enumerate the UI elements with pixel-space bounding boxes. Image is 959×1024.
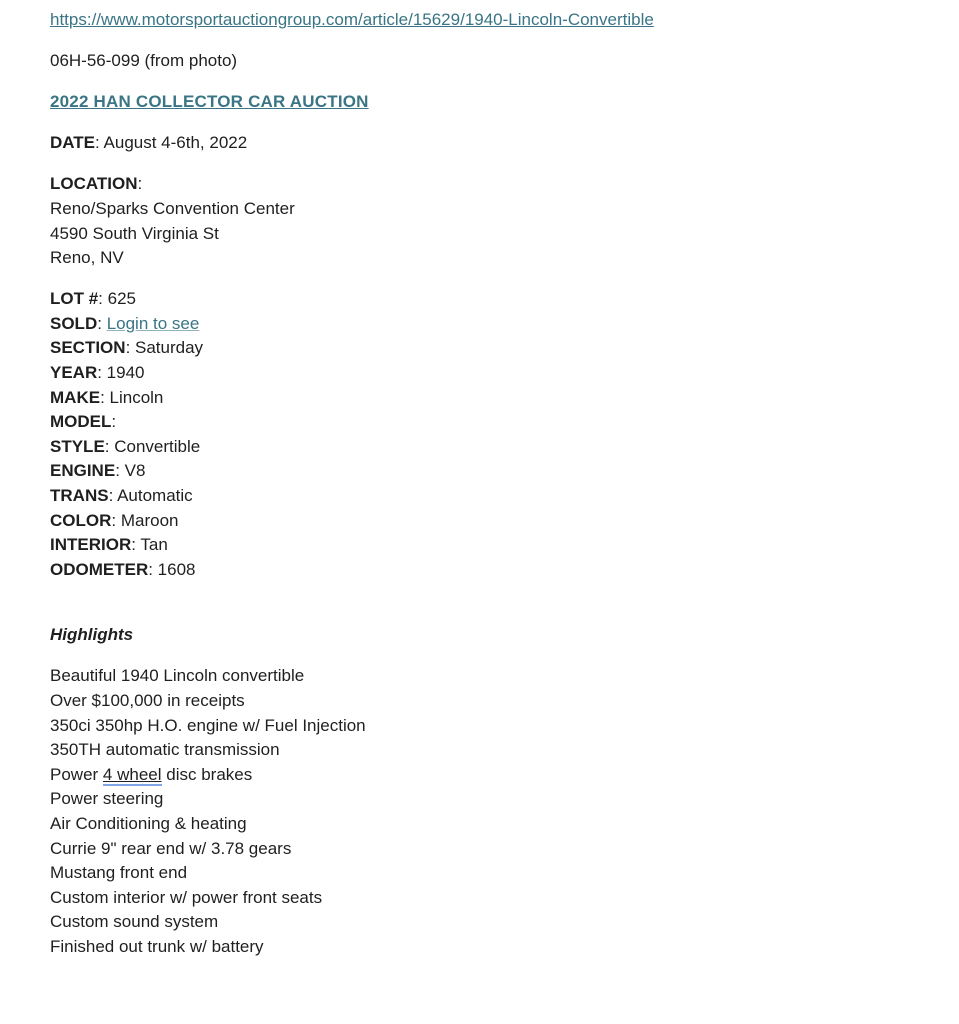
spec-row-model [50,412,116,431]
spec-label: STYLE [50,436,105,456]
spec-row-interior [50,535,168,554]
spec-value: : 1940 [97,363,145,383]
highlight-line: Custom interior w/ power front seats [50,887,323,907]
highlight-line: Mustang front end [50,863,188,883]
spec-row-trans [50,486,193,505]
spec-row-year [50,363,145,382]
auction-title-link[interactable]: 2022 HAN COLLECTOR CAR AUCTION [50,92,369,112]
spec-row-section [50,338,203,357]
highlight-line: 350ci 350hp H.O. engine w/ Fuel Injection [50,715,366,735]
spec-value: : [97,313,107,333]
spec-label: SECTION [50,338,126,358]
spec-value: : Lincoln [100,387,164,407]
location-colon: : [137,174,143,194]
article-url-link[interactable]: https://www.motorsportauctiongroup.com/article/15629/1940-Lincoln-Convertible [50,10,654,29]
highlights-list [50,664,919,959]
highlight-line: Beautiful 1940 Lincoln convertible [50,666,305,686]
highlight-line: 350TH automatic transmission [50,740,280,760]
spec-value: : Convertible [104,436,201,456]
login-to-see-link[interactable]: Login to see [106,313,200,333]
power-line-prefix: Power [50,764,103,784]
article-url-paragraph [50,8,919,33]
spec-label: INTERIOR [50,535,132,555]
spec-value: : Saturday [125,338,204,358]
highlights-heading: Highlights [50,625,134,645]
date-value: : August 4-6th, 2022 [95,133,248,153]
spec-value: : V8 [115,461,146,481]
spec-value: : 1608 [148,559,196,579]
specs-block [50,287,919,582]
spec-row-style [50,437,200,456]
spec-value: : [111,412,117,432]
highlight-line-power-brakes [50,765,252,786]
highlight-line: Air Conditioning & heating [50,814,247,834]
spec-row-color [50,511,178,530]
date-line [50,131,919,156]
spec-row-make [50,388,163,407]
power-line-suffix: disc brakes [161,764,253,784]
spec-label: TRANS [50,486,109,505]
spec-value: : Automatic [108,486,193,505]
highlight-line: Custom sound system [50,912,219,932]
auction-title-paragraph [50,90,919,115]
spec-label: COLOR [50,510,112,530]
spec-row-lot [50,289,136,308]
spec-label: YEAR [50,363,98,383]
highlight-line: Currie 9" rear end w/ 3.78 gears [50,838,292,858]
spec-label: LOT # [50,289,99,309]
highlight-line: Over $100,000 in receipts [50,691,245,711]
grammar-underlined-text: 4 wheel [102,764,162,784]
location-label: LOCATION [50,174,138,194]
photo-id-note: 06H-56-099 (from photo) [50,51,238,71]
spec-label: MODEL [50,412,112,432]
location-line-venue: Reno/Sparks Convention Center [50,198,295,218]
spec-value: : Maroon [111,510,179,530]
location-line-street: 4590 South Virginia St [50,223,219,243]
date-label: DATE [50,133,96,153]
spec-row-odometer [50,560,196,579]
spec-label: ODOMETER [50,559,149,579]
spec-label: MAKE [50,387,101,407]
location-line-city: Reno, NV [50,248,124,268]
spec-label: SOLD [50,313,98,333]
spec-label: ENGINE [50,461,116,481]
spec-value: : 625 [98,289,136,309]
spec-row-engine [50,461,145,480]
location-block [50,172,919,270]
highlight-line: Finished out trunk w/ battery [50,937,264,956]
highlight-line: Power steering [50,789,164,809]
spec-row-sold [50,314,199,333]
spec-value: : Tan [131,535,168,555]
